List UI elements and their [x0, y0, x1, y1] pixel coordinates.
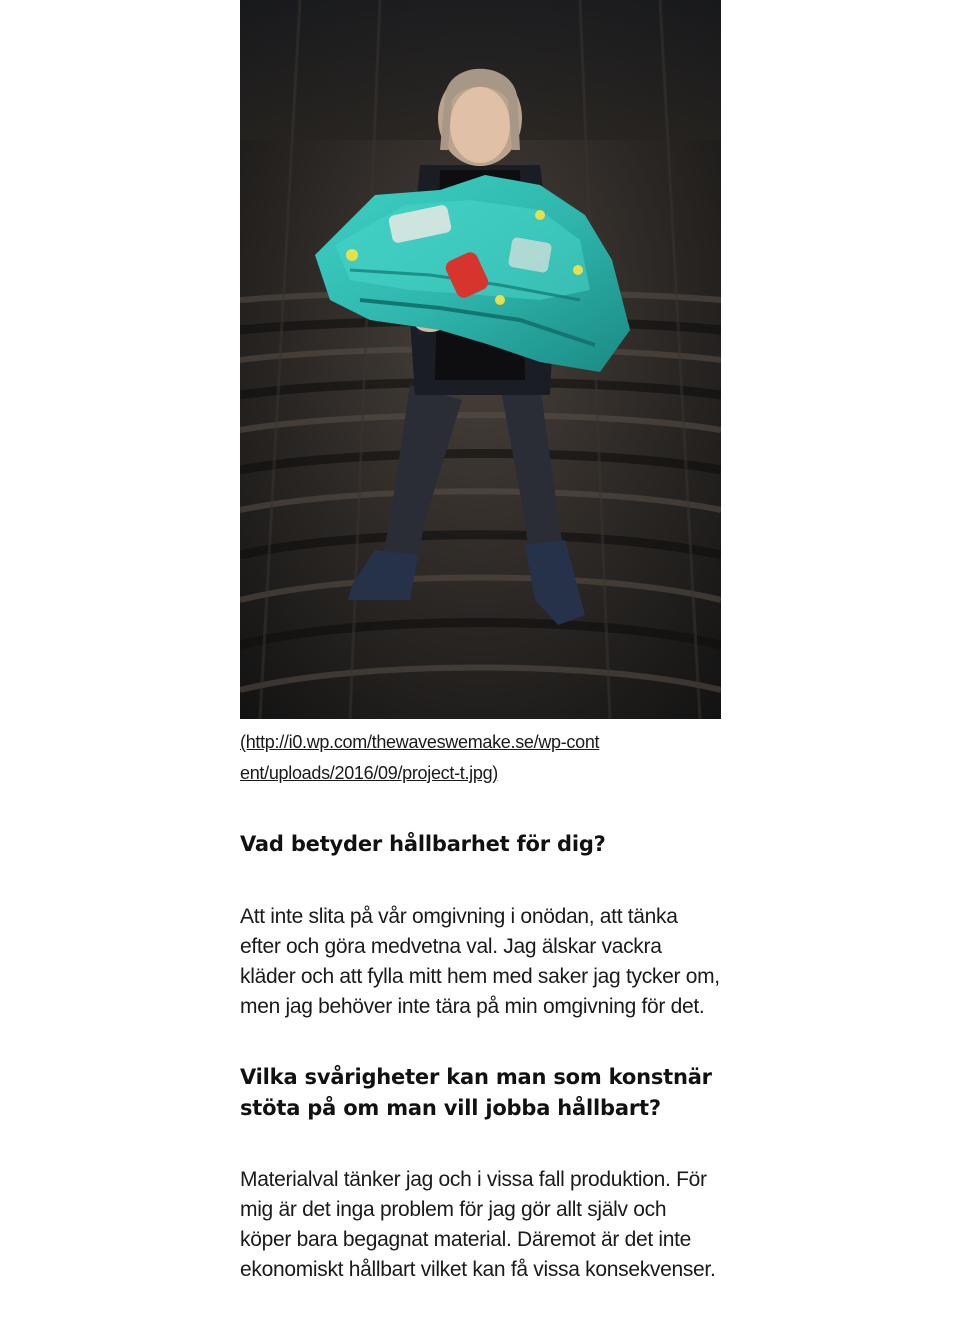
image-source-link[interactable]: (http://i0.wp.com/thewaveswemake.se/wp-content/uploads/2016/09/project-t.jpg) [240, 732, 600, 783]
article-body [240, 0, 721, 1285]
interview-answer-1: Att inte slita på vår omgivning i onödan, att tänka efter och göra medvetna val. Jag älskar vackra kläder och att fylla mitt hem med saker jag tycker om, men jag behöver inte tära på min omgivning för det. [240, 905, 720, 1018]
photo-image [240, 0, 721, 719]
interview-question-2: Vilka svårigheter kan man som konstnär stöta på om man vill jobba hållbart? [240, 1065, 712, 1120]
article-photo[interactable] [240, 0, 721, 719]
interview-question-1: Vad betyder hållbarhet för dig? [240, 832, 606, 856]
interview-answer-2: Materialval tänker jag och i vissa fall produktion. För mig är det inga problem för jag gör allt själv och köper bara begagnat material. Däremot är det inte ekonomiskt hållbart vilket kan få vissa konsekvenser. [240, 1168, 716, 1281]
